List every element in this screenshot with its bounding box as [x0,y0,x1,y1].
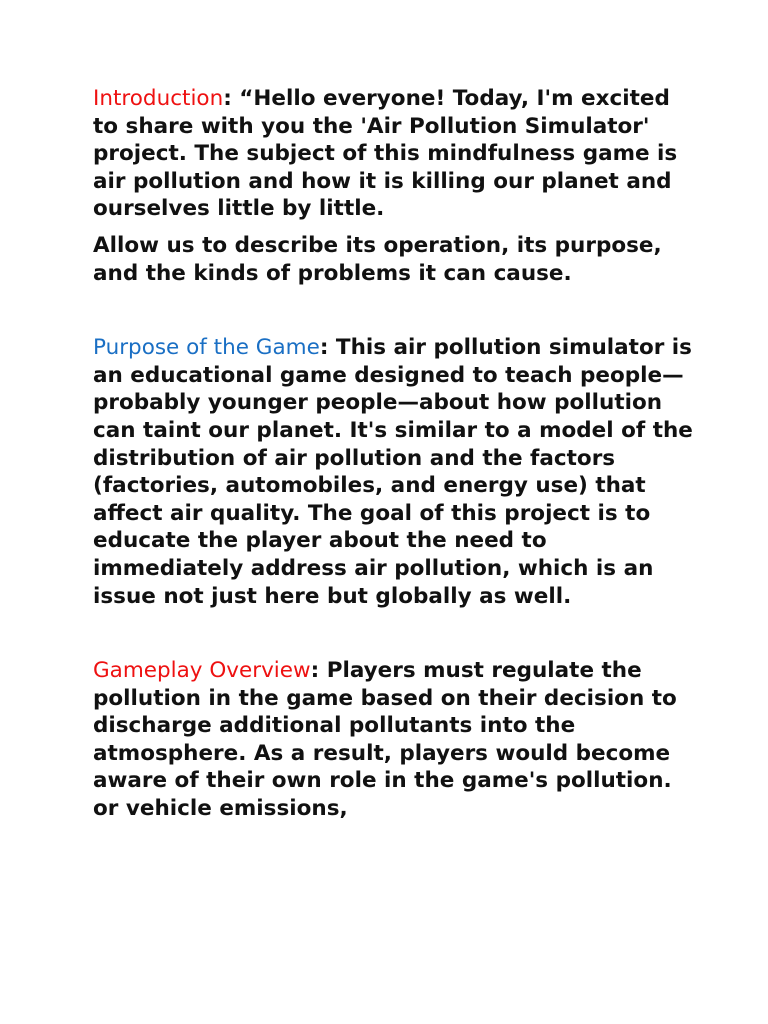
document-page [93,85,693,823]
gameplay-text: Players must regulate the pollution in the game based on their decision to discharge additional pollutants into the atmosphere. As a result, players would become aware of their own role in the game's pollution. or vehicle emissions, [93,658,677,822]
introduction-paragraph [93,85,693,223]
introduction-separator: : [223,86,240,111]
gameplay-paragraph [93,657,693,823]
introduction-text: “Hello everyone! Today, I'm excited to share with you the 'Air Pollution Simulator' project. The subject of this mindfulness game is air pollution and how it is killing our planet and ourselves little by little. [93,86,678,222]
purpose-separator: : [319,335,336,361]
purpose-text: This air pollution simulator is an educational game designed to teach people—probably younger people—about how pollution can taint our planet. It's similar to a model of the distribution of air pollution and the factors (factories, automobiles, and energy use) that affect air quality. The goal of this project is to educate the player about the need to immediately address air pollution, which is an issue not just here but globally as well. [93,335,693,609]
gameplay-heading: Gameplay Overview [93,658,311,684]
gameplay-separator: : [310,658,327,684]
purpose-heading: Purpose of the Game [93,335,320,361]
introduction-paragraph-2: Allow us to describe its operation, its purpose, and the kinds of problems it can cause. [93,232,662,286]
introduction-heading: Introduction [93,86,224,111]
purpose-paragraph [93,334,693,610]
